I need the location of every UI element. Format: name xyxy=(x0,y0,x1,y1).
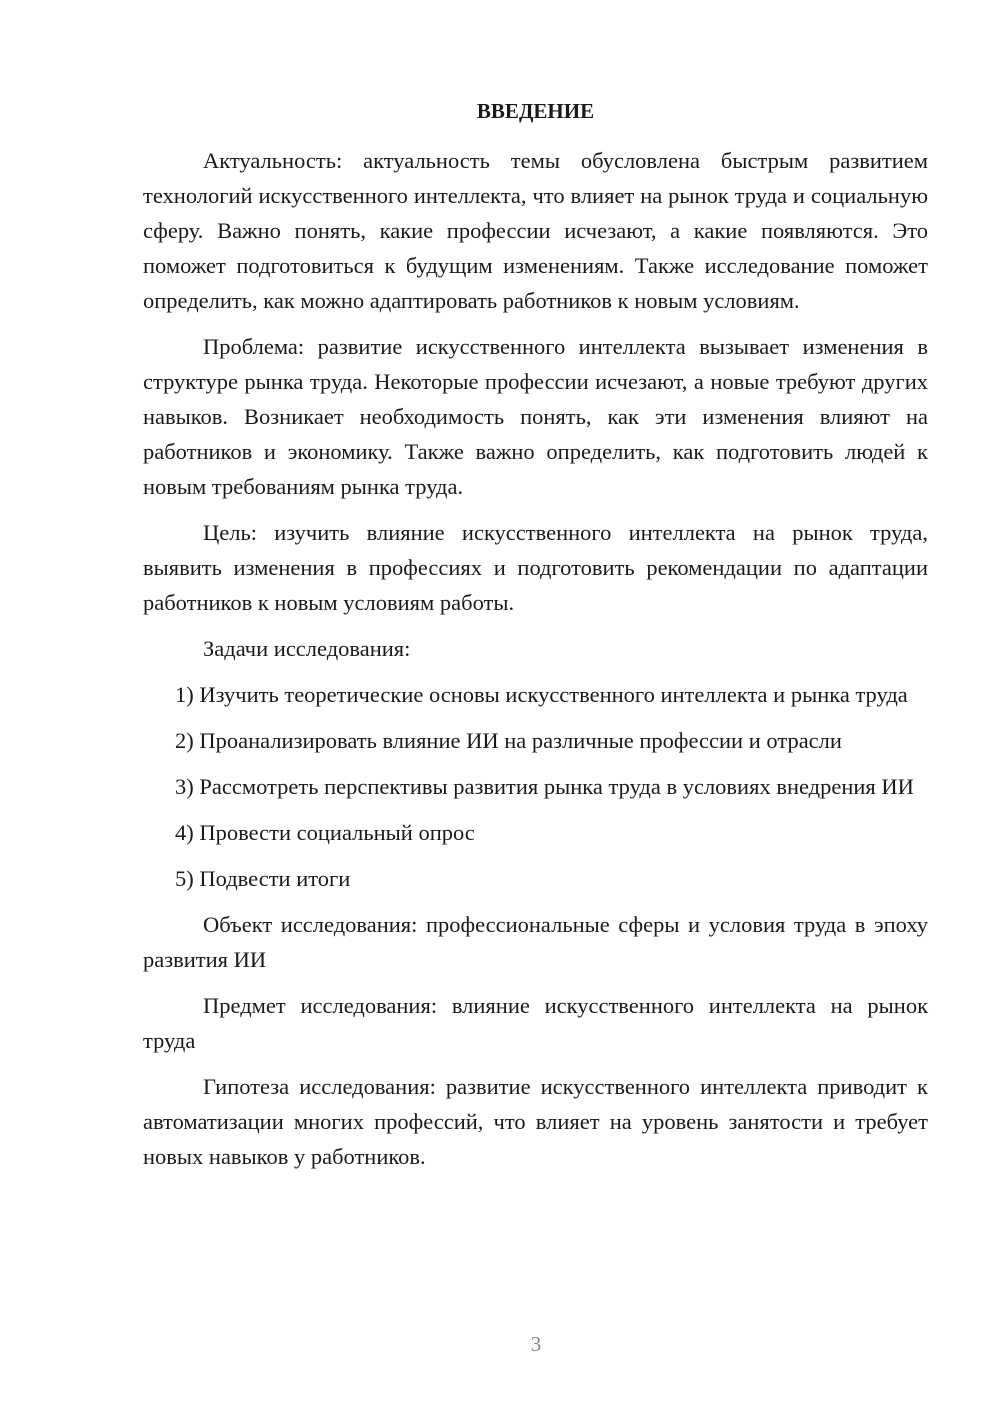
paragraph-hypothesis: Гипотеза исследования: развитие искусственного интеллекта приводит к автоматизации многих профессий, что влияет на уровень занятости и требует новых навыков у работников. xyxy=(143,1074,928,1169)
paragraph-object: Объект исследования: профессиональные сферы и условия труда в эпоху развития ИИ xyxy=(143,912,928,972)
task-item: 1) Изучить теоретические основы искусственного интеллекта и рынка труда xyxy=(175,682,908,707)
paragraph-relevance: Актуальность: актуальность темы обусловлена быстрым развитием технологий искусственного интеллекта, что влияет на рынок труда и социальную сферу. Важно понять, какие профессии исчезают, а какие появляются. Это поможет подготовиться к будущим изменениям. Также исследование поможет определить, как можно адаптировать работников к новым условиям. xyxy=(143,148,928,313)
paragraph-tasks-heading: Задачи исследования: xyxy=(203,636,411,661)
document-body xyxy=(143,143,928,1185)
task-item: 4) Провести социальный опрос xyxy=(175,820,475,845)
task-item: 2) Проанализировать влияние ИИ на различные профессии и отрасли xyxy=(175,728,842,753)
paragraph-subject: Предмет исследования: влияние искусственного интеллекта на рынок труда xyxy=(143,993,928,1053)
task-item: 5) Подвести итоги xyxy=(175,866,351,891)
page-title: ВВЕДЕНИЕ xyxy=(476,99,595,123)
page-number: 3 xyxy=(530,1332,542,1356)
task-item: 3) Рассмотреть перспективы развития рынка труда в условиях внедрения ИИ xyxy=(175,774,914,799)
paragraph-goal: Цель: изучить влияние искусственного интеллекта на рынок труда, выявить изменения в профессиях и подготовить рекомендации по адаптации работников к новым условиям работы. xyxy=(143,520,928,615)
paragraph-problem: Проблема: развитие искусственного интеллекта вызывает изменения в структуре рынка труда. Некоторые профессии исчезают, а новые требуют других навыков. Возникает необходимость понять, как эти изменения влияют на работников и экономику. Также важно определить, как подготовить людей к новым требованиям рынка труда. xyxy=(143,334,928,499)
